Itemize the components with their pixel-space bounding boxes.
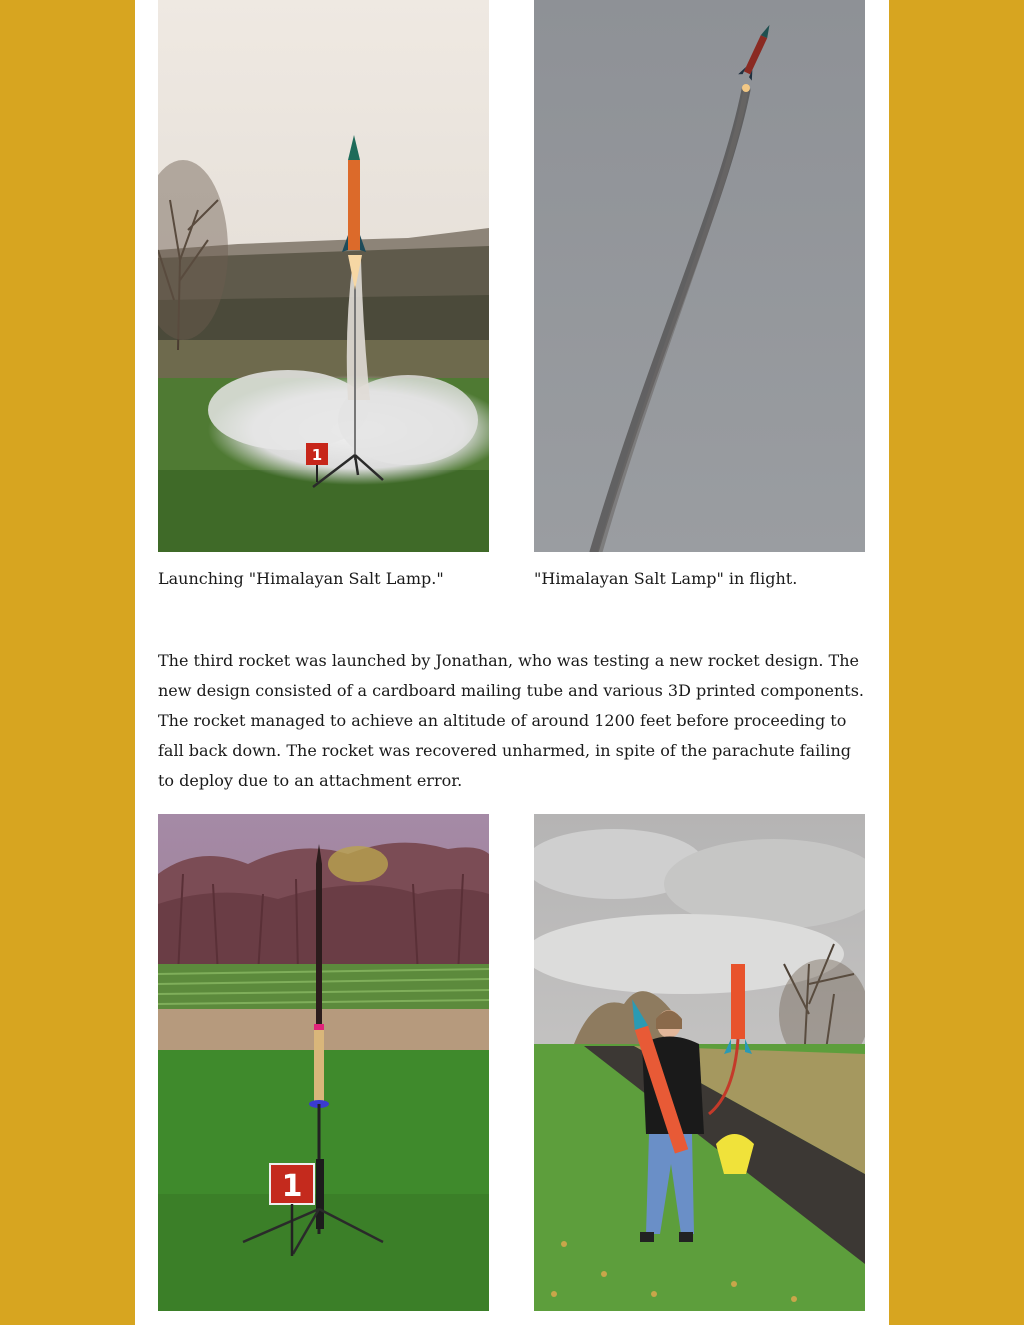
launch-caption: Launching "Himalayan Salt Lamp." <box>158 569 444 588</box>
person-holding-rockets-photo <box>534 814 865 1311</box>
flight-photo <box>534 0 865 552</box>
rocket-on-pad-photo <box>158 814 489 1311</box>
pad-sign-number: 1 <box>281 1169 303 1204</box>
pad-sign-number: 1 <box>311 446 323 464</box>
content-column <box>135 0 889 1325</box>
flight-caption: "Himalayan Salt Lamp" in flight. <box>534 569 798 588</box>
article-paragraph: The third rocket was launched by Jonathan, who was testing a new rocket design. The new design consisted of a cardboard mailing tube and various 3D printed components. The rocket managed to achieve an altitude of around 1200 feet before proceeding to fall back down. The rocket was recovered unharmed, in spite of the parachute failing to deploy due to an attachment error. <box>158 651 864 790</box>
launch-photo <box>158 0 489 552</box>
